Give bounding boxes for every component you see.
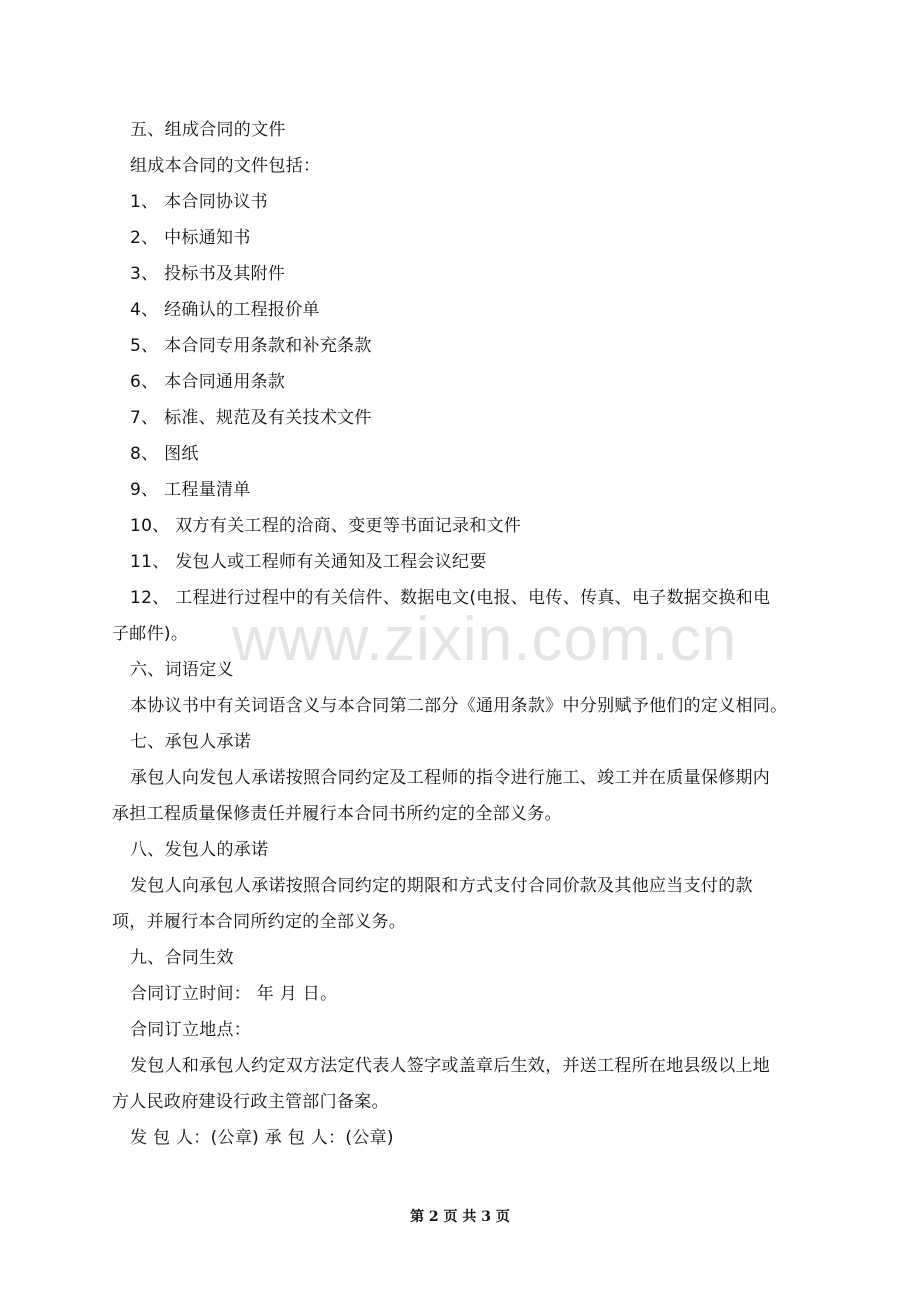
text-line: 1、 本合同协议书	[130, 192, 268, 212]
text-line: 五、组成合同的文件	[130, 120, 286, 140]
text-line: 4、 经确认的工程报价单	[130, 300, 320, 320]
text-line: 方人民政府建设行政主管部门备案。	[112, 1092, 389, 1112]
text-line: 发 包 人：(公章) 承 包 人：(公章)	[130, 1128, 394, 1148]
text-line: 11、 发包人或工程师有关通知及工程会议纪要	[130, 552, 487, 572]
text-line: 合同订立地点：	[130, 1020, 252, 1040]
text-line: 发包人和承包人约定双方法定代表人签字或盖章后生效，并送工程所在地县级以上地	[130, 1056, 771, 1076]
text-line: 10、 双方有关工程的洽商、变更等书面记录和文件	[130, 516, 522, 536]
text-line: 八、发包人的承诺	[130, 840, 269, 860]
page-footer: 第 2 页 共 3 页	[410, 1209, 510, 1225]
text-line: 九、合同生效	[130, 948, 234, 968]
text-line: 项，并履行本合同所约定的全部义务。	[112, 912, 407, 932]
text-line: 六、词语定义	[130, 660, 234, 680]
text-line: 承担工程质量保修责任并履行本合同书所约定的全部义务。	[112, 804, 562, 824]
watermark: www.zixin.com.cn	[232, 605, 738, 674]
text-line: 子邮件)。	[112, 624, 189, 644]
text-line: 9、 工程量清单	[130, 480, 251, 500]
text-line: 3、 投标书及其附件	[130, 264, 286, 284]
text-line: 12、 工程进行过程中的有关信件、数据电文(电报、电传、传真、电子数据交换和电	[130, 588, 771, 608]
text-line: 2、 中标通知书	[130, 228, 251, 248]
text-line: 组成本合同的文件包括：	[130, 156, 321, 176]
text-line: 8、 图纸	[130, 444, 199, 464]
text-line: 七、承包人承诺	[130, 732, 252, 752]
text-line: 发包人向承包人承诺按照合同约定的期限和方式支付合同价款及其他应当支付的款	[130, 876, 753, 896]
text-line: 6、 本合同通用条款	[130, 372, 286, 392]
text-line: 7、 标准、规范及有关技术文件	[130, 408, 372, 428]
text-line: 5、 本合同专用条款和补充条款	[130, 336, 372, 356]
text-line: 承包人向发包人承诺按照合同约定及工程师的指令进行施工、竣工并在质量保修期内	[130, 768, 771, 788]
text-line: 合同订立时间： 年 月 日。	[130, 984, 338, 1004]
text-line: 本协议书中有关词语含义与本合同第二部分《通用条款》中分别赋予他们的定义相同。	[130, 696, 788, 716]
